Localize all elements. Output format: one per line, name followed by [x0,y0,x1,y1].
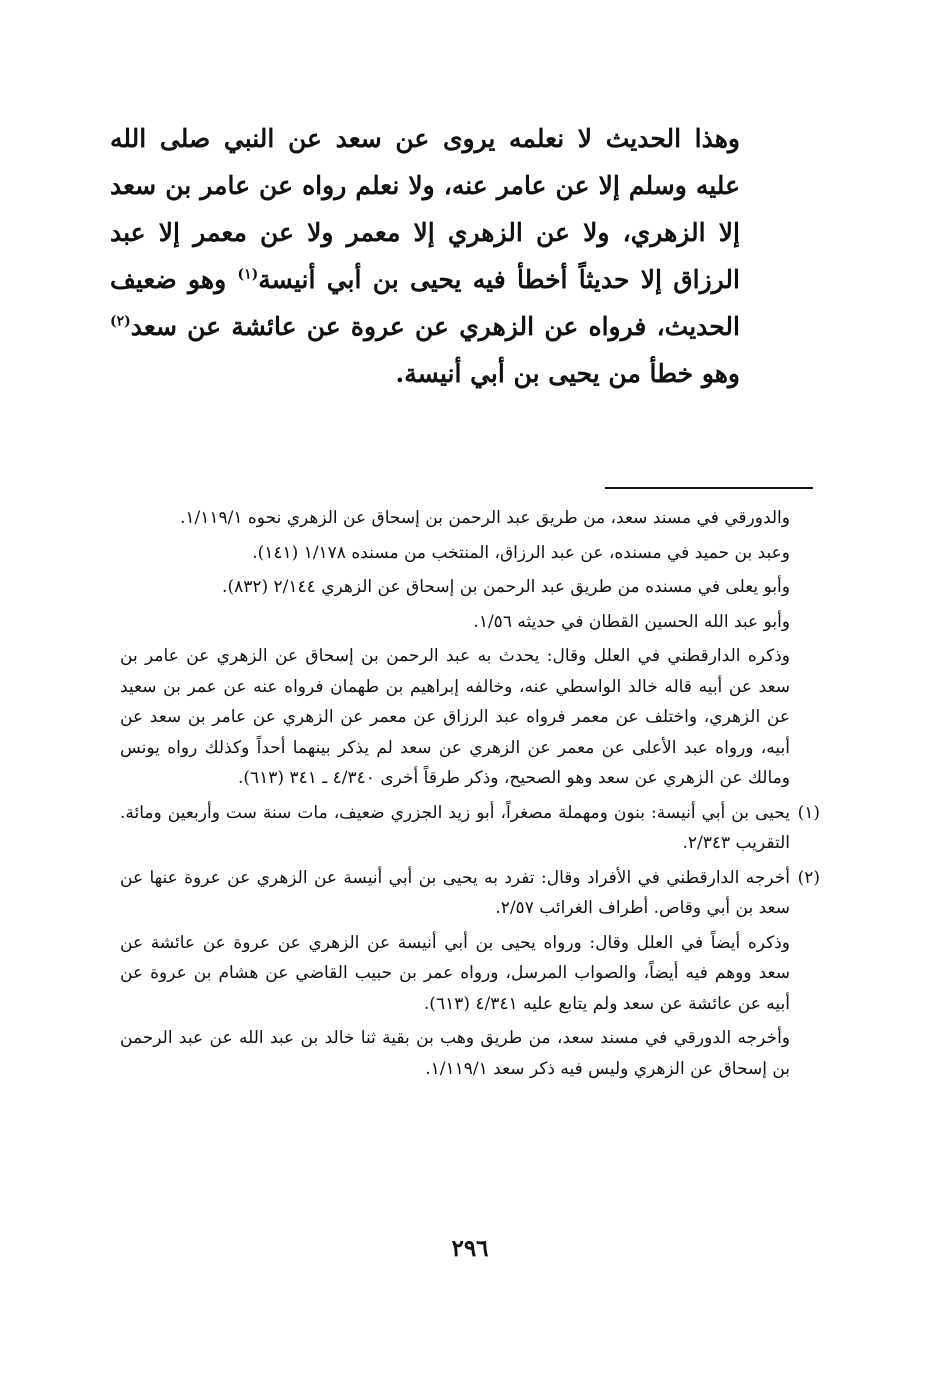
main-text-block [110,115,740,397]
footnote-2-text: أخرجه الدارقطني في الأفراد وقال: تفرد به يحيى بن أبي أنيسة عن الزهري عن عروة عنها عن سعد بن أبي وقاص. أطراف الغرائب ٢/٥٧. [120,867,790,918]
main-text-part-2: وهو ضعيف الحديث، فرواه عن الزهري عن عروة عن عائشة عن سعد [110,265,740,341]
footnote-separator [605,487,813,489]
footnote-1-marker: (١) [797,802,820,823]
footnote-ref-2[interactable]: (٢) [110,313,131,330]
footnote-2-paragraph: وذكره أيضاً في العلل وقال: ورواه يحيى بن أبي أنيسة عن الزهري عن عروة عن عائشة عن سعد ووهم فيه أيضاً، والصواب المرسل، ورواه عمر بن حبيب القاضي عن هشام بن عروة عن أبيه عن عائشة عن سعد ولم يتابع عليه ٤/٣٤١ (٦١٣). [120,932,790,1014]
footnote-2 [120,863,820,924]
footnote-continuation-line: والدورقي في مسند سعد، من طريق عبد الرحمن بن إسحاق عن الزهري نحوه ١/١١٩/١. [179,508,790,528]
main-paragraph [110,115,740,397]
footnote-2-paragraph: وأخرجه الدورقي في مسند سعد، من طريق وهب بن بقية ثنا خالد بن عبد الله عن عبد الرحمن بن إسحاق عن الزهري وليس فيه ذكر سعد ١/١١٩/١. [120,1028,790,1079]
page-number: ٢٩٦ [451,1235,489,1262]
footnotes-block [120,503,820,1088]
footnote-continuation-paragraph: وذكره الدارقطني في العلل وقال: يحدث به عبد الرحمن بن إسحاق عن الزهري عن عامر بن سعد عن أبيه قاله خالد الواسطي عنه، وخالفه إبراهيم بن طهمان فرواه عنه عن عمر بن سعيد عن الزهري، واختلف عن معمر فرواه عبد الرزاق عن معمر عن الزهري عن عامر بن سعد عن أبيه، ورواه عبد الأعلى عن معمر عن الزهري عن سعد لم يذكر بينهما أحداً وكذلك رواه يونس ومالك عن الزهري عن سعد وهو الصحيح، وذكر طرقاً أخرى ٤/٣٤٠ ـ ٣٤١ (٦١٣). [120,646,790,788]
main-text-part-3: وهو خطأ من يحيى بن أبي أنيسة. [395,359,740,388]
footnote-ref-1[interactable]: (١) [237,266,259,283]
footnote-continuation-line: وأبو يعلى في مسنده من طريق عبد الرحمن بن إسحاق عن الزهري ٢/١٤٤ (٨٣٢). [222,577,790,597]
footnote-1-text: يحيى بن أبي أنيسة: بنون ومهملة مصغراً، أبو زيد الجزري ضعيف، مات سنة ست وأربعين ومائة. التقريب ٢/٣٤٣. [120,802,790,853]
footnote-1 [120,798,820,859]
footnote-continuation-line: وأبو عبد الله الحسين القطان في حديثه ١/٥٦. [473,611,790,632]
footnote-2-marker: (٢) [797,867,820,888]
main-text-part-1: وهذا الحديث لا نعلمه يروى عن سعد عن النبي صلى الله عليه وسلم إلا عن عامر عنه، ولا نعلم رواه عن عامر بن سعد إلا الزهري، ولا عن الزهري إلا معمر ولا عن معمر إلا عبد الرزاق إلا حديثاً أخطأ فيه يحيى بن أبي أنيسة [110,124,740,294]
footnote-continuation-line: وعبد بن حميد في مسنده، عن عبد الرزاق، المنتخب من مسنده ١/١٧٨ (١٤١). [252,542,790,563]
